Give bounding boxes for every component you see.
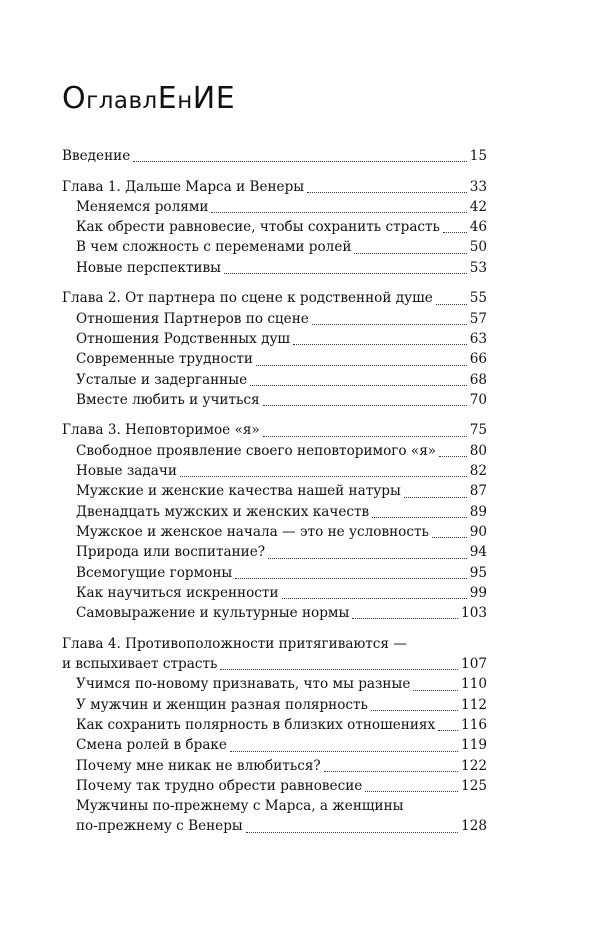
toc-entry-chapter[interactable]: Глава 1. Дальше Марса и Венеры 33 — [62, 177, 487, 197]
page-number: 57 — [469, 310, 487, 327]
page-number: 90 — [469, 523, 487, 540]
dot-leader — [220, 669, 458, 670]
toc-entry-section[interactable]: Новые перспективы 53 — [62, 258, 487, 278]
dot-leader — [180, 476, 467, 477]
toc-chapter-title-line[interactable]: Глава 4. Противоположности притягиваются — — [62, 635, 407, 652]
dot-leader — [372, 517, 467, 518]
dot-leader — [443, 232, 467, 233]
dot-leader — [282, 598, 467, 599]
toc-entry-section[interactable]: Усталые и задерганные 68 — [62, 370, 487, 390]
page-number: 46 — [469, 219, 487, 236]
page-number: 125 — [461, 777, 487, 794]
dot-leader — [256, 365, 467, 366]
toc-entry-intro[interactable]: Введение 15 — [62, 146, 487, 166]
page-number: 50 — [469, 239, 487, 256]
page-number: 55 — [469, 290, 487, 307]
dot-leader — [307, 192, 467, 193]
dot-leader — [211, 212, 466, 213]
dot-leader — [438, 730, 458, 731]
dot-leader — [246, 832, 458, 833]
toc-chapter-4 — [62, 634, 487, 837]
page-number: 82 — [469, 463, 487, 480]
dot-leader — [230, 751, 458, 752]
toc-entry-section[interactable]: Мужские и женские качества нашей натуры 87 — [62, 481, 487, 501]
dot-leader — [324, 771, 458, 772]
page-number: 42 — [469, 198, 487, 215]
page-number: 122 — [461, 757, 487, 774]
page-number: 53 — [469, 259, 487, 276]
page-number: 107 — [461, 656, 487, 673]
dot-leader — [293, 344, 467, 345]
page-number: 87 — [469, 483, 487, 500]
toc-entry-section[interactable]: Самовыражение и культурные нормы 103 — [62, 603, 487, 623]
toc-entry-section[interactable]: У мужчин и женщин разная полярность 112 — [62, 695, 487, 715]
toc-entry-section[interactable]: Всемогущие гормоны 95 — [62, 563, 487, 583]
page-number: 119 — [461, 737, 487, 754]
toc-entry-section[interactable]: Как научиться искренности 99 — [62, 583, 487, 603]
toc-entry-section[interactable]: Отношения Родственных душ 63 — [62, 329, 487, 349]
page-number: 112 — [461, 696, 487, 713]
page-number: 99 — [469, 584, 487, 601]
toc-entry-section[interactable]: Современные трудности 66 — [62, 349, 487, 369]
dot-leader — [432, 537, 467, 538]
dot-leader — [268, 558, 467, 559]
toc-entry-section[interactable]: Двенадцать мужских и женских качеств 89 — [62, 502, 487, 522]
page-number: 116 — [461, 716, 487, 733]
dot-leader — [371, 710, 458, 711]
page-number: 80 — [469, 442, 487, 459]
toc-section-title-line[interactable]: Мужчины по-прежнему с Марса, а женщины — [76, 798, 404, 815]
dot-leader — [365, 791, 458, 792]
dot-leader — [354, 253, 466, 254]
toc-chapter-3 — [62, 420, 487, 623]
table-of-contents — [62, 146, 487, 837]
page-number: 66 — [469, 351, 487, 368]
toc-entry-section[interactable]: Почему мне никак не влюбиться? 122 — [62, 756, 487, 776]
page-number: 15 — [469, 148, 487, 164]
dot-leader — [312, 324, 467, 325]
toc-chapter-1 — [62, 177, 487, 278]
page-title: ОглавлЕнИЕ — [62, 81, 236, 116]
dot-leader — [224, 273, 467, 274]
toc-entry-chapter[interactable]: и вспыхивает страсть 107 — [62, 654, 487, 674]
dot-leader — [263, 436, 467, 437]
page-number: 33 — [469, 178, 487, 195]
page-number: 94 — [469, 544, 487, 561]
toc-entry-section[interactable]: Смена ролей в браке 119 — [62, 735, 487, 755]
toc-entry-section[interactable]: Мужское и женское начала — это не условность 90 — [62, 522, 487, 542]
toc-entry-chapter[interactable]: Глава 3. Неповторимое «я» 75 — [62, 420, 487, 440]
dot-leader — [352, 618, 458, 619]
toc-entry-section[interactable]: Как сохранить полярность в близких отношениях 116 — [62, 715, 487, 735]
toc-entry-section[interactable]: Свободное проявление своего неповторимого «я» 80 — [62, 441, 487, 461]
page-number: 70 — [469, 391, 487, 408]
dot-leader — [439, 456, 467, 457]
page-number: 63 — [469, 330, 487, 347]
dot-leader — [235, 578, 466, 579]
page-number: 128 — [461, 818, 487, 835]
toc-entry-section[interactable]: Меняемся ролями 42 — [62, 197, 487, 217]
toc-entry-section[interactable]: В чем сложность с переменами ролей 50 — [62, 237, 487, 257]
toc-entry-section[interactable]: Природа или воспитание? 94 — [62, 542, 487, 562]
toc-entry-section[interactable]: Как обрести равновесие, чтобы сохранить страсть 46 — [62, 217, 487, 237]
dot-leader — [404, 497, 467, 498]
page-number: 89 — [469, 503, 487, 520]
dot-leader — [413, 690, 458, 691]
dot-leader — [250, 385, 467, 386]
toc-entry-section[interactable]: Отношения Партнеров по сцене 57 — [62, 309, 487, 329]
toc-entry-section[interactable]: Почему так трудно обрести равновесие 125 — [62, 776, 487, 796]
page-number: 103 — [461, 605, 487, 622]
page-number: 75 — [469, 422, 487, 439]
toc-intro-group — [62, 146, 487, 166]
toc-entry-section[interactable]: Вместе любить и учиться 70 — [62, 390, 487, 410]
toc-chapter-2 — [62, 288, 487, 410]
toc-entry-section[interactable]: по-прежнему с Венеры 128 — [62, 816, 487, 836]
page-number: 68 — [469, 371, 487, 388]
toc-entry-chapter[interactable]: Глава 2. От партнера по сцене к родственной душе 55 — [62, 288, 487, 308]
page-number: 110 — [461, 676, 487, 693]
toc-entry-section[interactable]: Новые задачи 82 — [62, 461, 487, 481]
dot-leader — [263, 405, 467, 406]
toc-entry-section[interactable]: Учимся по-новому признавать, что мы разные 110 — [62, 674, 487, 694]
dot-leader — [436, 304, 467, 305]
dot-leader — [133, 161, 466, 162]
page-number: 95 — [469, 564, 487, 581]
